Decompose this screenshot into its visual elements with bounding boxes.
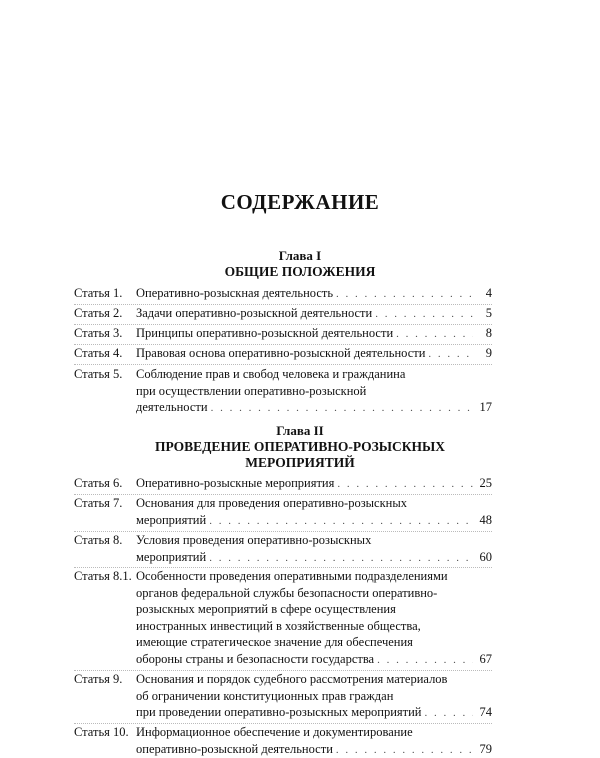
dot-leader [209,513,473,530]
chapter-1-number: Глава I [278,248,322,263]
article-number: Статья 9. [74,672,123,686]
dot-leader [211,400,473,417]
chapter-1-title: ОБЩИЕ ПОЛОЖЕНИЯ [224,264,376,279]
article-number: Статья 4. [74,346,123,360]
article-number: Статья 7. [74,496,123,510]
entry-title-line: деятельности [136,400,208,415]
entry-title-line: оперативно-розыскной деятельности [136,741,333,756]
entry-title-line: иностранных инвестиций в хозяйственные общества, [136,618,421,633]
article-number: Статья 3. [74,326,123,340]
toc-entry-article-9[interactable] [74,671,492,722]
page-number: 48 [479,512,492,527]
dot-leader [337,476,473,493]
entry-title-line: Принципы оперативно-розыскной деятельности [136,326,394,340]
toc-entry-article-10[interactable] [74,724,492,758]
entry-title-line: Основания для проведения оперативно-розыскных [136,496,408,510]
entry-title-line: Особенности проведения оперативными подразделениями [136,569,448,583]
page-number: 8 [485,326,492,340]
entry-title-line: Задачи оперативно-розыскной деятельности [136,306,373,320]
entry-separator [74,364,492,365]
article-number: Статья 1. [74,286,123,300]
dot-leader [377,652,473,669]
entry-title-line: Правовая основа оперативно-розыскной деятельности [136,346,426,360]
toc-entry-article-6[interactable] [74,475,492,493]
entry-title-line: органов федеральной службы безопасности оперативно- [136,585,438,600]
entry-title-line: об ограничении конституционных прав граждан [136,688,394,703]
page-number: 9 [485,346,492,360]
article-number: Статья 5. [74,367,123,381]
toc-entry-article-4[interactable] [74,345,492,363]
page-number: 25 [479,476,492,490]
dot-leader [375,306,473,323]
article-number: Статья 2. [74,306,123,320]
entry-title-line: Оперативно-розыскные мероприятия [136,476,335,490]
entry-title-line: Информационное обеспечение и документирование [136,725,413,739]
chapter-2-title: ПРОВЕДЕНИЕ ОПЕРАТИВНО-РОЗЫСКНЫХ [154,439,446,454]
entry-title-line: мероприятий [136,549,207,564]
page-number: 74 [479,705,492,720]
entry-title-line: Основания и порядок судебного рассмотрения материалов [136,672,448,686]
toc-entry-article-2[interactable] [74,305,492,323]
article-number: Статья 8.1. [74,569,132,583]
entry-title-line: обороны страны и безопасности государства [136,651,375,666]
chapter-2-number: Глава II [276,423,324,438]
entry-title-line: Оперативно-розыскная деятельность [136,286,334,300]
page-number: 17 [479,400,492,415]
dot-leader [209,550,473,567]
page-number: 4 [485,286,492,300]
dot-leader [336,286,473,303]
page-number: 79 [479,741,492,756]
page-number: 60 [479,549,492,564]
toc-entry-article-7[interactable] [74,495,492,529]
entry-title-line: при осуществлении оперативно-розыскной [136,383,367,398]
chapter-2-title: МЕРОПРИЯТИЙ [245,455,355,470]
entry-title-line: имеющие стратегическое значение для обеспечения [136,635,413,650]
toc-title: СОДЕРЖАНИЕ [220,190,380,214]
toc-entry-article-5[interactable] [74,366,492,417]
toc-entry-article-8-1[interactable] [74,568,492,669]
toc-entry-article-3[interactable] [74,325,492,343]
page-number: 67 [479,651,492,666]
entry-title-line: Соблюдение прав и свобод человека и гражданина [136,367,406,381]
page-number: 5 [485,306,492,320]
article-number: Статья 8. [74,533,123,547]
chapter-2-heading [0,423,600,471]
dot-leader [396,326,473,343]
toc-entry-article-8[interactable] [74,532,492,566]
dot-leader [424,705,473,722]
article-number: Статья 10. [74,725,129,739]
entry-title-line: при проведении оперативно-розыскных мероприятий [136,705,422,720]
dot-leader [428,346,473,363]
article-number: Статья 6. [74,476,123,490]
toc-entry-article-1[interactable] [74,285,492,303]
entry-title-line: розыскных мероприятий в сфере осуществления [136,602,396,617]
entry-title-line: мероприятий [136,512,207,527]
chapter-1-heading [0,248,600,280]
entry-title-line: Условия проведения оперативно-розыскных [136,533,372,547]
